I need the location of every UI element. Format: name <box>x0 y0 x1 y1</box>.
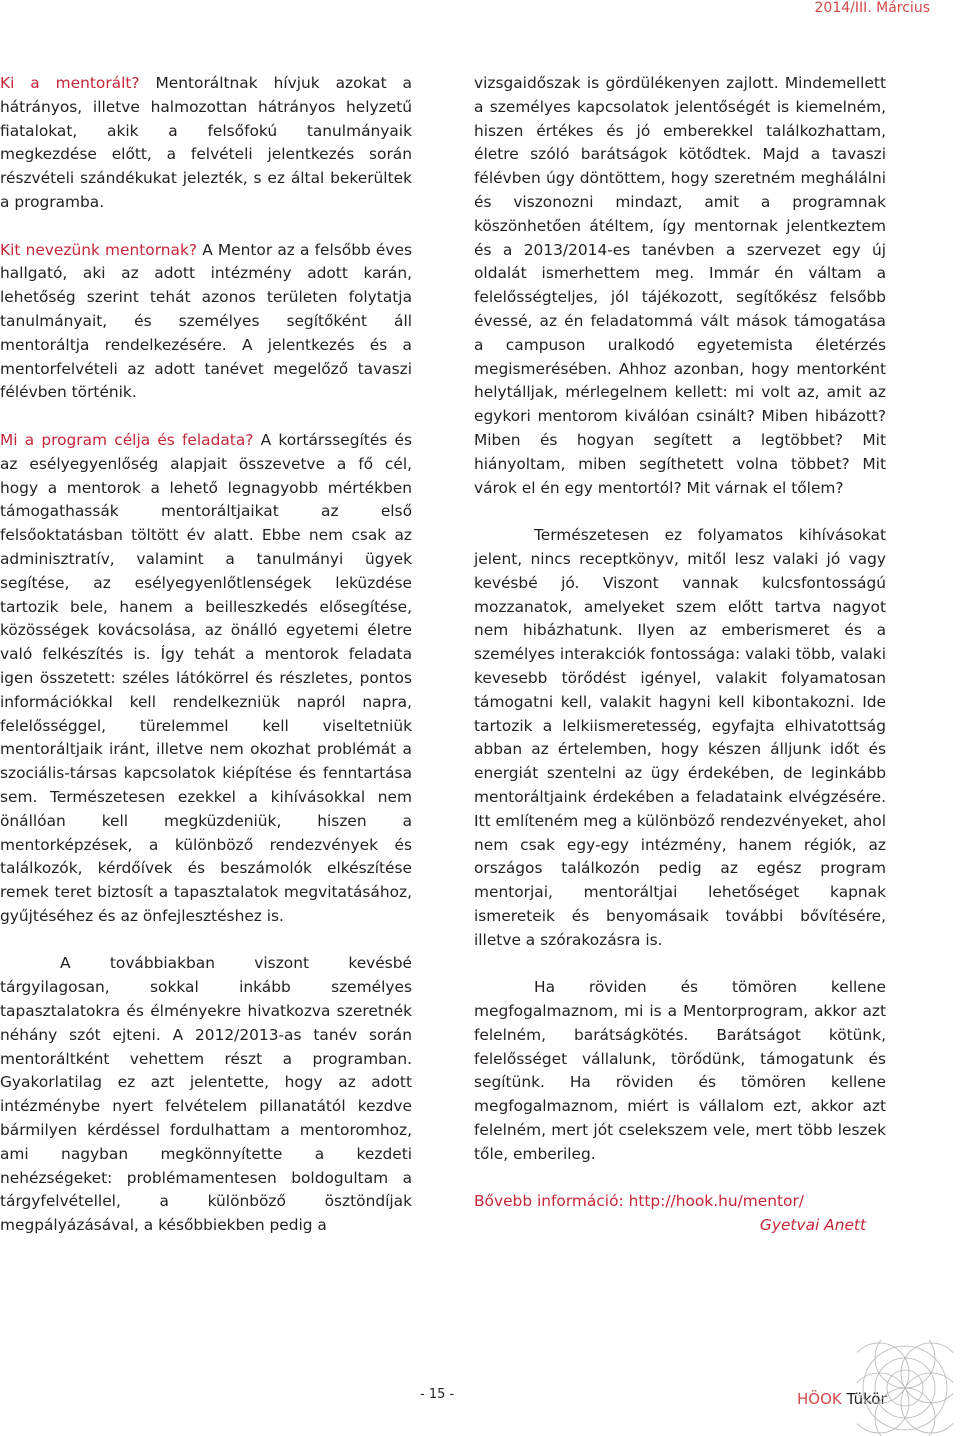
goal-paragraph <box>0 429 412 929</box>
mentee-heading: Ki a mentorált? <box>0 74 140 92</box>
mentee-paragraph <box>0 72 412 215</box>
more-info <box>474 1190 886 1214</box>
right-column <box>474 72 886 1238</box>
issue-label: 2014/III. Március <box>814 0 930 16</box>
mentor-heading: Kit nevezünk mentornak? <box>0 240 198 259</box>
challenges-paragraph: Természetesen ez folyamatos kihívásokat jelent, nincs receptkönyv, mitől lesz valaki jó vagy kevésbé jó. Viszont vannak kulcsfontosságú mozzanatok, amelyeket szem előtt tartva nagyot nem hibázhatunk. Ilyen az emberismeret és a személyes interakciók fontossága: valaki több, valaki kevesebb törődést igényel, valakit folyamatosan támogatni kell, valakit hagyni kell kibontakozni. Ide tartozik a lelkiismeretesség, egyfajta elhivatottság abban az értelemben, hogy készen álljunk időt és energiát szentelni az ügy érdekében, de leginkább mentoráltjaink érdekében a feladataink elvégzésére. Itt említeném meg a különböző rendezvényeket, ahol nem csak egy-egy intézmény, hanem régiók, az országos találkozón pedig az egész program mentorjai, mentoráltjai lehetőséget kapnak ismereteik és benyomásaik további bővítésére, illetve a szórakozásra is. <box>474 526 886 949</box>
more-info-label: Bővebb információ: <box>474 1192 629 1211</box>
author-line <box>474 1214 886 1238</box>
mentor-text: A Mentor az a felsőbb éves hallgató, aki az adott intézmény adott karán, lehetőség szerint tehát azonos területen folytatja tanulmányait, és személyes segítőként áll mentoráltja rendelkezésére. A jelentkezés és a mentorfelvételi az adott tanévet megelőző tavaszi félévben történik. <box>0 240 412 402</box>
page-number: - 15 - <box>420 1387 455 1402</box>
mentor-paragraph <box>0 239 412 406</box>
author-name: Gyetvai Anett <box>759 1216 866 1235</box>
goal-heading: Mi a program célja és feladata? <box>0 430 254 449</box>
experience-paragraph: A továbbiakban viszont kevésbé tárgyilagosan, sokkal inkább személyes tapasztalatokra és élményekre hivatkozva szeretnék néhány szót ejteni. A 2012/2013-as tanév során mentoráltként vehettem részt a programban. Gyakorlatilag ez azt jelentette, hogy az adott intézménybe nyert felvételem pillanatától kezdve bármilyen kérdéssel fordulhattam a mentoromhoz, ami nagyban megkönnyítette a kezdeti nehézségeket: problémamentesen boldogultam a tárgyfelvétellel, a különböző ösztöndíjak megpályázásával, a későbbiekben pedig a <box>0 954 412 1235</box>
left-column <box>0 72 412 1238</box>
publication-name-accent: HÖOK <box>797 1390 842 1408</box>
goal-text: A kortárssegítés és az esélyegyenlőség alapjait összevetve a fő cél, hogy a mentorok a lehető legnagyobb mértékben támogathassák mentoráltjaikat az első felsőoktatásban töltött év alatt. Ebbe nem csak az adminisztratív, valamint a tanulmányi ügyek segítése, az esélyegyenlőtlenségek leküzdése tartozik bele, hanem a beilleszkedés elősegítése, közösségek kovácsolása, az önálló egyetemi életre való felkészítés is. Így tehát a mentorok feladata igen összetett: széles látókörrel és részletes, pontos információkkal kell rendelkezniük napról napra, felelősséggel, türelemmel kell viseltetniük mentoráltjaik iránt, illetve nem okozhat problémát a szociális-társas kapcsolatok kiépítése és fenntartása sem. Természetesen ezekkel a kihívásokkal nem önállóan kell megküzdeniük, hiszen a mentorképzések, a különböző rendezvények és találkozók, kérdőívek és beszámolók elkészítése remek teret biztosít a tapasztalatok megvitatásához, gyűjtéséhez és az önfejlesztéshez is. <box>0 430 412 925</box>
mentee-text: Mentoráltnak hívjuk azokat a hátrányos, illetve halmozottan hátrányos helyzetű fiatalokat, akik a felsőfokú tanulmányaik megkezdése előtt, a felvételi jelentkezés során részvételi szándékukat jelezték, s ez által bekerültek a programba. <box>0 74 412 211</box>
publication-name-rest: Tükör <box>841 1390 887 1408</box>
mandala-decoration-icon <box>857 1340 953 1436</box>
experience-continued-paragraph: vizsgaidőszak is gördülékenyen zajlott. Mindemellett a személyes kapcsolatok jelentőségét is kiemelném, hiszen értékes és jó emberekkel találkozhattam, életre szóló barátságok kötődtek. Majd a tavaszi félévben úgy döntöttem, hogy szeretném meghálálni és viszonozni mindazt, amit a programnak köszönhetően átéltem, így mentornak jelentkeztem és a 2013/2014-es tanévben a szervezet egy új oldalát ismerhettem meg. Immár én váltam a felelősségteljes, jól tájékozott, segítőkész felsőbb évessé, az én feladatommá vált mások támogatása a campuson uralkodó egyetemista életérzés megismerésében. Ahhoz azonban, hogy mentorként helytálljak, mérlegelnem kellett: mi volt az, amit az egykori mentorom kiválóan csinált? Miben hibázott? Miben és hogyan segített a legtöbbet? Mit hiányoltam, miben segíthetett volna többet? Mit várok el én egy mentortól? Mit várnak el tőlem? <box>474 74 886 497</box>
summary-paragraph: Ha röviden és tömören kellene megfogalmaznom, mi is a Mentorprogram, akkor azt felelném, barátságkötés. Barátságot kötünk, felelősséget vállalunk, törődünk, támogatunk és segítünk. Ha röviden és tömören kellene megfogalmaznom, miért is vállalom ezt, akkor azt felelném, mert jót cselekszem vele, mert több leszek tőle, emberileg. <box>474 978 886 1163</box>
more-info-link[interactable]: http://hook.hu/mentor/ <box>628 1192 804 1211</box>
